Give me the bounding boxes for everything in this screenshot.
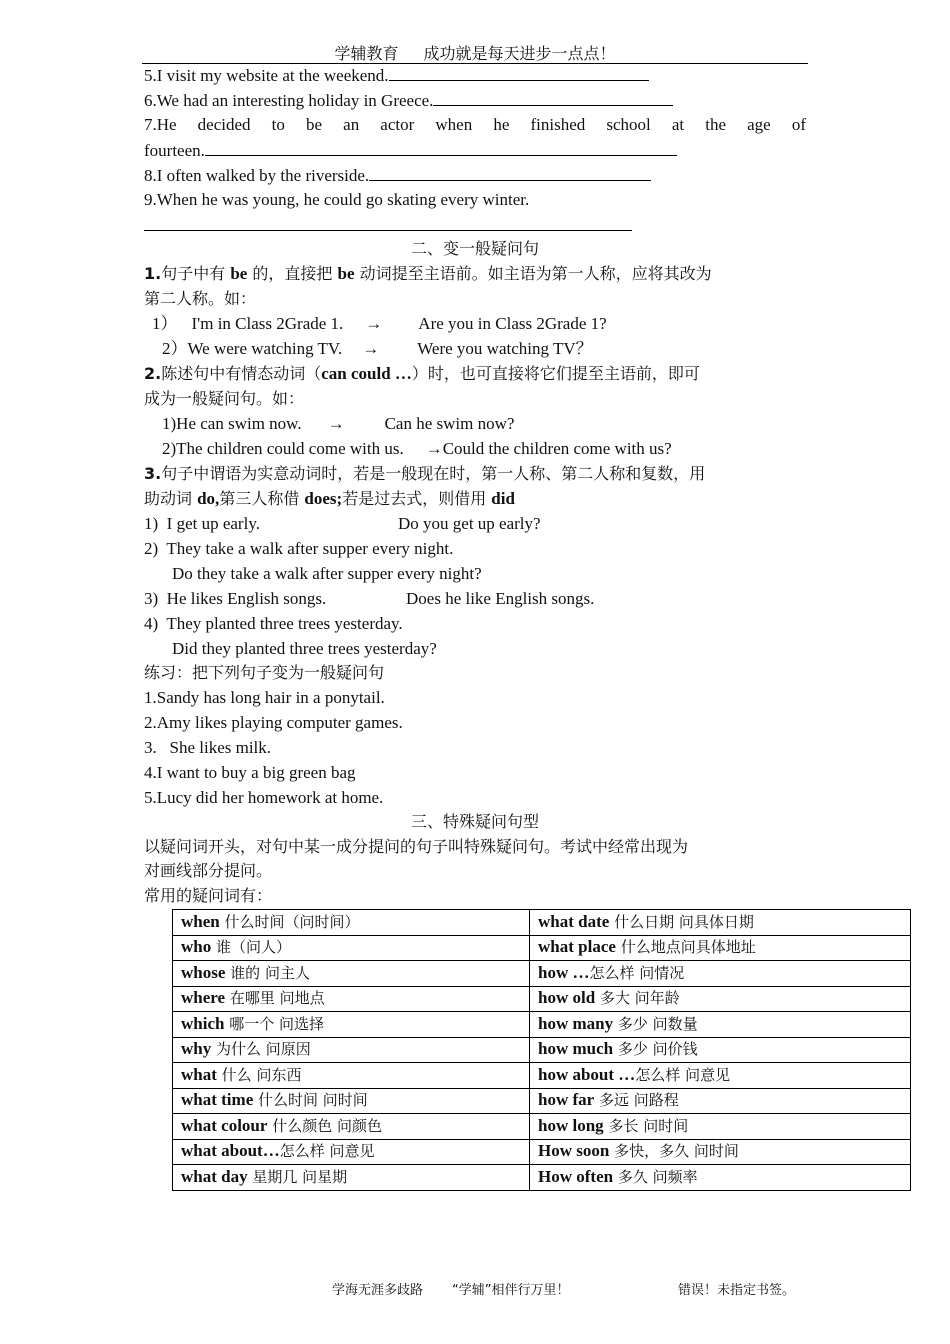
table-cell: what about…怎么样 问意见 [173, 1139, 530, 1165]
rule-1-cont: 第二人称。如： [144, 289, 257, 308]
exercise-line: 5.I visit my website at the weekend. [144, 64, 649, 87]
exercise-line: 8.I often walked by the riverside. [144, 164, 651, 187]
example-7: 3) He likes English songs. Does he like English songs. [144, 589, 595, 608]
exercise-line: fourteen. [144, 139, 677, 162]
table-row [173, 1012, 911, 1038]
example-8-q: Did they planted three trees yesterday? [172, 639, 437, 658]
table-cell: why 为什么 问原因 [173, 1037, 530, 1063]
rule-2-cont: 成为一般疑问句。如： [144, 389, 305, 408]
example-1: 1） I'm in Class 2Grade 1. → Are you in Class 2Grade 1? [152, 314, 607, 333]
practice-item: 3. She likes milk. [144, 738, 272, 757]
example-8: 4) They planted three trees yesterday. [144, 614, 403, 633]
rule-2: 2.陈述句中有情态动词（can could …）时，也可直接将它们提至主语前，即可 [144, 364, 700, 383]
table-cell: how old 多大 问年龄 [530, 986, 911, 1012]
exercise-line: 6.We had an interesting holiday in Greece. [144, 89, 673, 112]
practice-title: 练习：把下列句子变为一般疑问句 [144, 663, 385, 682]
table-cell: how long 多长 问时间 [530, 1114, 911, 1140]
footer-middle: “学辅”相伴行万里！ [452, 1283, 570, 1298]
practice-item: 4.I want to buy a big green bag [144, 763, 356, 782]
example-2: 2）We were watching TV. → Were you watching TV？ [162, 339, 593, 358]
table-cell: what day 星期几 问星期 [173, 1165, 530, 1191]
table-row [173, 935, 911, 961]
example-4: 2)The children could come with us. →Could the children come with us? [162, 439, 672, 458]
table-row [173, 961, 911, 987]
header-left: 学辅教育 [334, 44, 399, 63]
footer-right: 错误！未指定书签。 [678, 1283, 796, 1298]
table-cell: how much 多少 问价钱 [530, 1037, 911, 1063]
table-row [173, 1037, 911, 1063]
table-row [173, 1063, 911, 1089]
practice-item: 5.Lucy did her homework at home. [144, 788, 384, 807]
table-cell: what 什么 问东西 [173, 1063, 530, 1089]
table-cell: how about …怎么样 问意见 [530, 1063, 911, 1089]
table-cell: which 哪一个 问选择 [173, 1012, 530, 1038]
table-row [173, 986, 911, 1012]
example-6: 2) They take a walk after supper every night. [144, 539, 454, 558]
rule-1: 1.句子中有 be 的，直接把 be 动词提至主语前。如主语为第一人称，应将其改为 [144, 264, 712, 283]
table-cell: how many 多少 问数量 [530, 1012, 911, 1038]
rule-3: 3.句子中谓语为实意动词时，若是一般现在时，第一人称、第二人称和复数，用 [144, 464, 706, 483]
table-row [173, 1165, 911, 1191]
section-intro: 常用的疑问词有： [144, 886, 273, 905]
section-intro: 对画线部分提问。 [144, 861, 273, 880]
table-cell: what place 什么地点问具体地址 [530, 935, 911, 961]
header-right: 成功就是每天进步一点点！ [423, 44, 616, 63]
table-cell: what time 什么时间 问时间 [173, 1088, 530, 1114]
table-row [173, 910, 911, 936]
rule-3-cont: 助动词 do,第三人称借 does;若是过去式，则借用 did [144, 489, 515, 508]
question-word-table [172, 909, 911, 1191]
table-row [173, 1139, 911, 1165]
table-row [173, 1114, 911, 1140]
table-cell: how far 多远 问路程 [530, 1088, 911, 1114]
table-cell: how …怎么样 问情况 [530, 961, 911, 987]
table-cell: whose 谁的 问主人 [173, 961, 530, 987]
page-header [142, 44, 808, 64]
table-cell: when 什么时间（问时间） [173, 910, 530, 936]
exercise-line: 9.When he was young, he could go skating every winter. [144, 190, 530, 209]
table-row [173, 1088, 911, 1114]
example-6-q: Do they take a walk after supper every night? [172, 564, 482, 583]
exercise-line: 7.He decided to be an actor when he finished school at the age of [144, 115, 806, 134]
example-3: 1)He can swim now. → Can he swim now? [162, 414, 515, 433]
table-cell: what colour 什么颜色 问颜色 [173, 1114, 530, 1140]
example-5: 1) I get up early. Do you get up early? [144, 514, 541, 533]
practice-item: 2.Amy likes playing computer games. [144, 713, 403, 732]
section-intro: 以疑问词开头，对句中某一成分提问的句子叫特殊疑问句。考试中经常出现为 [144, 837, 689, 856]
answer-blank [144, 214, 632, 237]
table-cell: who 谁（问人） [173, 935, 530, 961]
table-cell: what date 什么日期 问具体日期 [530, 910, 911, 936]
table-cell: How often 多久 问频率 [530, 1165, 911, 1191]
section-title: 三、特殊疑问句型 [410, 812, 539, 831]
table-cell: where 在哪里 问地点 [173, 986, 530, 1012]
section-title: 二、变一般疑问句 [410, 239, 539, 258]
table-cell: How soon 多快，多久 问时间 [530, 1139, 911, 1165]
practice-item: 1.Sandy has long hair in a ponytail. [144, 688, 385, 707]
footer-left: 学海无涯多歧路 [332, 1283, 424, 1298]
